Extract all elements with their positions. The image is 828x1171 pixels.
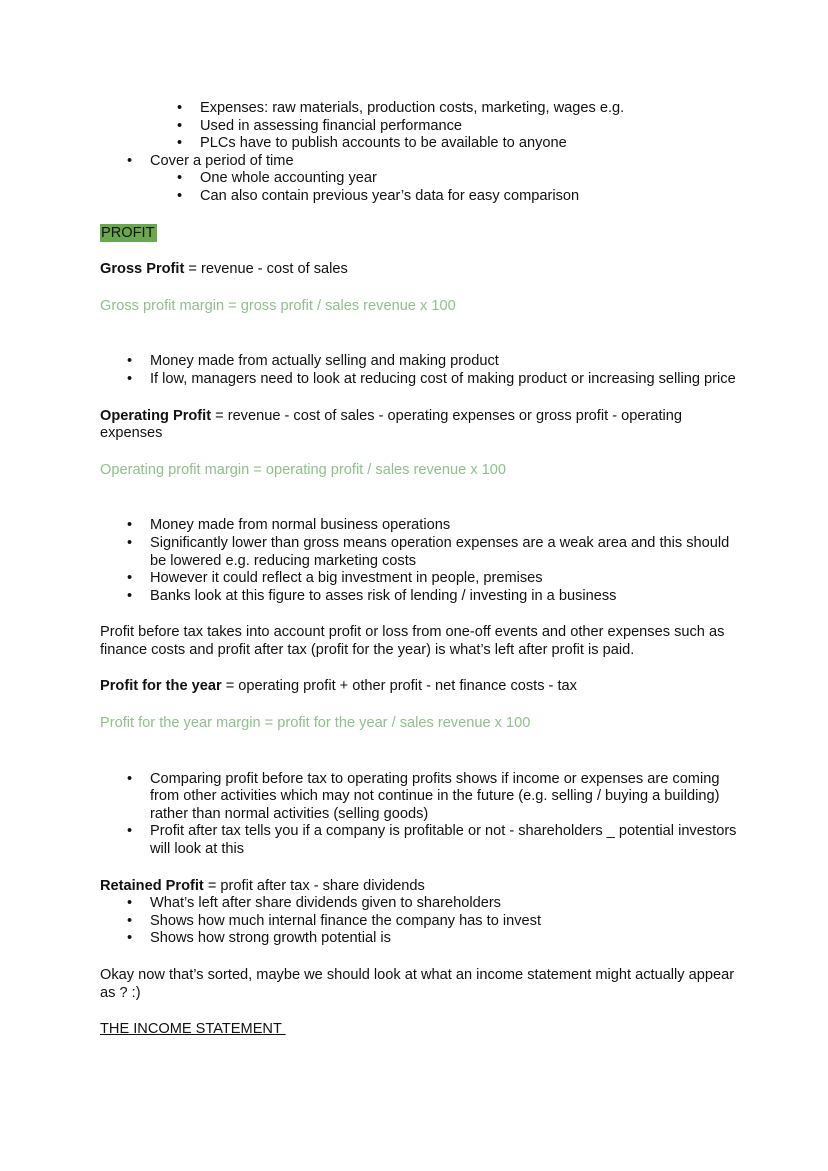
bullet-icon: •	[127, 770, 133, 787]
list-item-text: If low, managers need to look at reducing cost of making product or increasing selling price	[150, 370, 736, 387]
list-item	[100, 153, 740, 171]
list-item-text: Can also contain previous year’s data for easy comparison	[200, 187, 580, 204]
list-item-text: However it could reflect a big investment in people, premises	[150, 570, 543, 587]
operating-profit-bullets	[100, 517, 740, 605]
list-item-text: Shows how strong growth potential is	[150, 930, 391, 947]
bullet-icon: •	[127, 534, 133, 551]
operating-profit-definition	[100, 408, 740, 443]
list-item-text: Banks look at this figure to asses risk of lending / investing in a business	[150, 587, 617, 604]
list-item-text: Money made from normal business operations	[150, 517, 451, 534]
list-item-text: Significantly lower than gross means operation expenses are a weak area and this should be lowered e.g. reducing marketing costs	[150, 534, 730, 569]
list-item	[100, 188, 740, 206]
retained-profit-term: Retained Profit	[100, 877, 204, 894]
bullet-icon: •	[127, 823, 133, 840]
income-statement-heading: THE INCOME STATEMENT	[100, 1021, 286, 1038]
gross-profit-term: Gross Profit	[100, 261, 185, 278]
list-item	[100, 100, 740, 118]
bullet-icon: •	[127, 370, 133, 387]
gross-profit-bullets	[100, 353, 740, 388]
bullet-icon: •	[127, 152, 133, 169]
bullet-icon: •	[177, 187, 183, 204]
list-item-text: Profit after tax tells you if a company is profitable or not - shareholders _ potential investors will look at this	[150, 823, 737, 858]
bullet-icon: •	[127, 587, 133, 604]
profit-for-year-margin: Profit for the year margin = profit for the year / sales revenue x 100	[100, 715, 531, 732]
gross-profit-definition	[100, 261, 740, 279]
bullet-icon: •	[127, 570, 133, 587]
list-item	[100, 371, 740, 389]
document-page	[100, 100, 740, 1039]
list-item-text: Used in assessing financial performance	[200, 117, 463, 134]
profit-for-year-bullets	[100, 771, 740, 859]
list-item	[100, 588, 740, 606]
list-item	[100, 771, 740, 824]
operating-profit-formula: = revenue - cost of sales - operating expenses or gross profit - operating expenses	[100, 407, 682, 442]
retained-profit-formula: = profit after tax - share dividends	[203, 877, 425, 894]
gross-profit-margin: Gross profit margin = gross profit / sales revenue x 100	[100, 297, 456, 314]
bullet-icon: •	[177, 170, 183, 187]
list-item-text: Shows how much internal finance the company has to invest	[150, 912, 542, 929]
bullet-icon: •	[177, 135, 183, 152]
bullet-icon: •	[127, 353, 133, 370]
list-item	[100, 913, 740, 931]
retained-profit-bullets	[100, 895, 740, 948]
intro-list	[100, 100, 740, 206]
list-item-text: Expenses: raw materials, production costs, marketing, wages e.g.	[200, 100, 625, 116]
list-item	[100, 517, 740, 535]
list-item-text: What’s left after share dividends given to shareholders	[150, 895, 501, 912]
bullet-icon: •	[177, 117, 183, 134]
list-item	[100, 823, 740, 858]
profit-for-year-definition	[100, 678, 740, 696]
list-item-text: Cover a period of time	[150, 152, 294, 169]
bullet-icon: •	[127, 895, 133, 912]
profit-for-year-term: Profit for the year	[100, 678, 222, 695]
closing-paragraph: Okay now that’s sorted, maybe we should look at what an income statement might actually appear as ? :)	[100, 967, 735, 1001]
bullet-icon: •	[127, 930, 133, 947]
profit-for-year-formula: = operating profit + other profit - net finance costs - tax	[221, 678, 577, 695]
list-item	[100, 135, 740, 153]
list-item	[100, 930, 740, 948]
list-item	[100, 535, 740, 570]
operating-profit-term: Operating Profit	[100, 407, 212, 424]
list-item	[100, 570, 740, 588]
list-item	[100, 353, 740, 371]
profit-heading: PROFIT	[101, 224, 155, 241]
list-item-text: Money made from actually selling and making product	[150, 353, 499, 370]
list-item-text: Comparing profit before tax to operating profits shows if income or expenses are coming from other activities which may not continue in the future (e.g. selling / buying a building) rather than normal activities (selling goods)	[150, 770, 720, 822]
bullet-icon: •	[127, 912, 133, 929]
list-item-text: PLCs have to publish accounts to be available to anyone	[200, 135, 567, 152]
operating-profit-margin: Operating profit margin = operating profit / sales revenue x 100	[100, 461, 507, 478]
list-item	[100, 170, 740, 188]
list-item-text: One whole accounting year	[200, 170, 377, 187]
bullet-icon: •	[127, 517, 133, 534]
retained-profit-definition	[100, 878, 740, 896]
before-tax-paragraph: Profit before tax takes into account profit or loss from one-off events and other expenses such as finance costs and profit after tax (profit for the year) is what’s left after profit is paid.	[100, 624, 725, 658]
gross-profit-formula: = revenue - cost of sales	[184, 261, 348, 278]
list-item	[100, 118, 740, 136]
list-item	[100, 895, 740, 913]
bullet-icon: •	[177, 100, 183, 116]
